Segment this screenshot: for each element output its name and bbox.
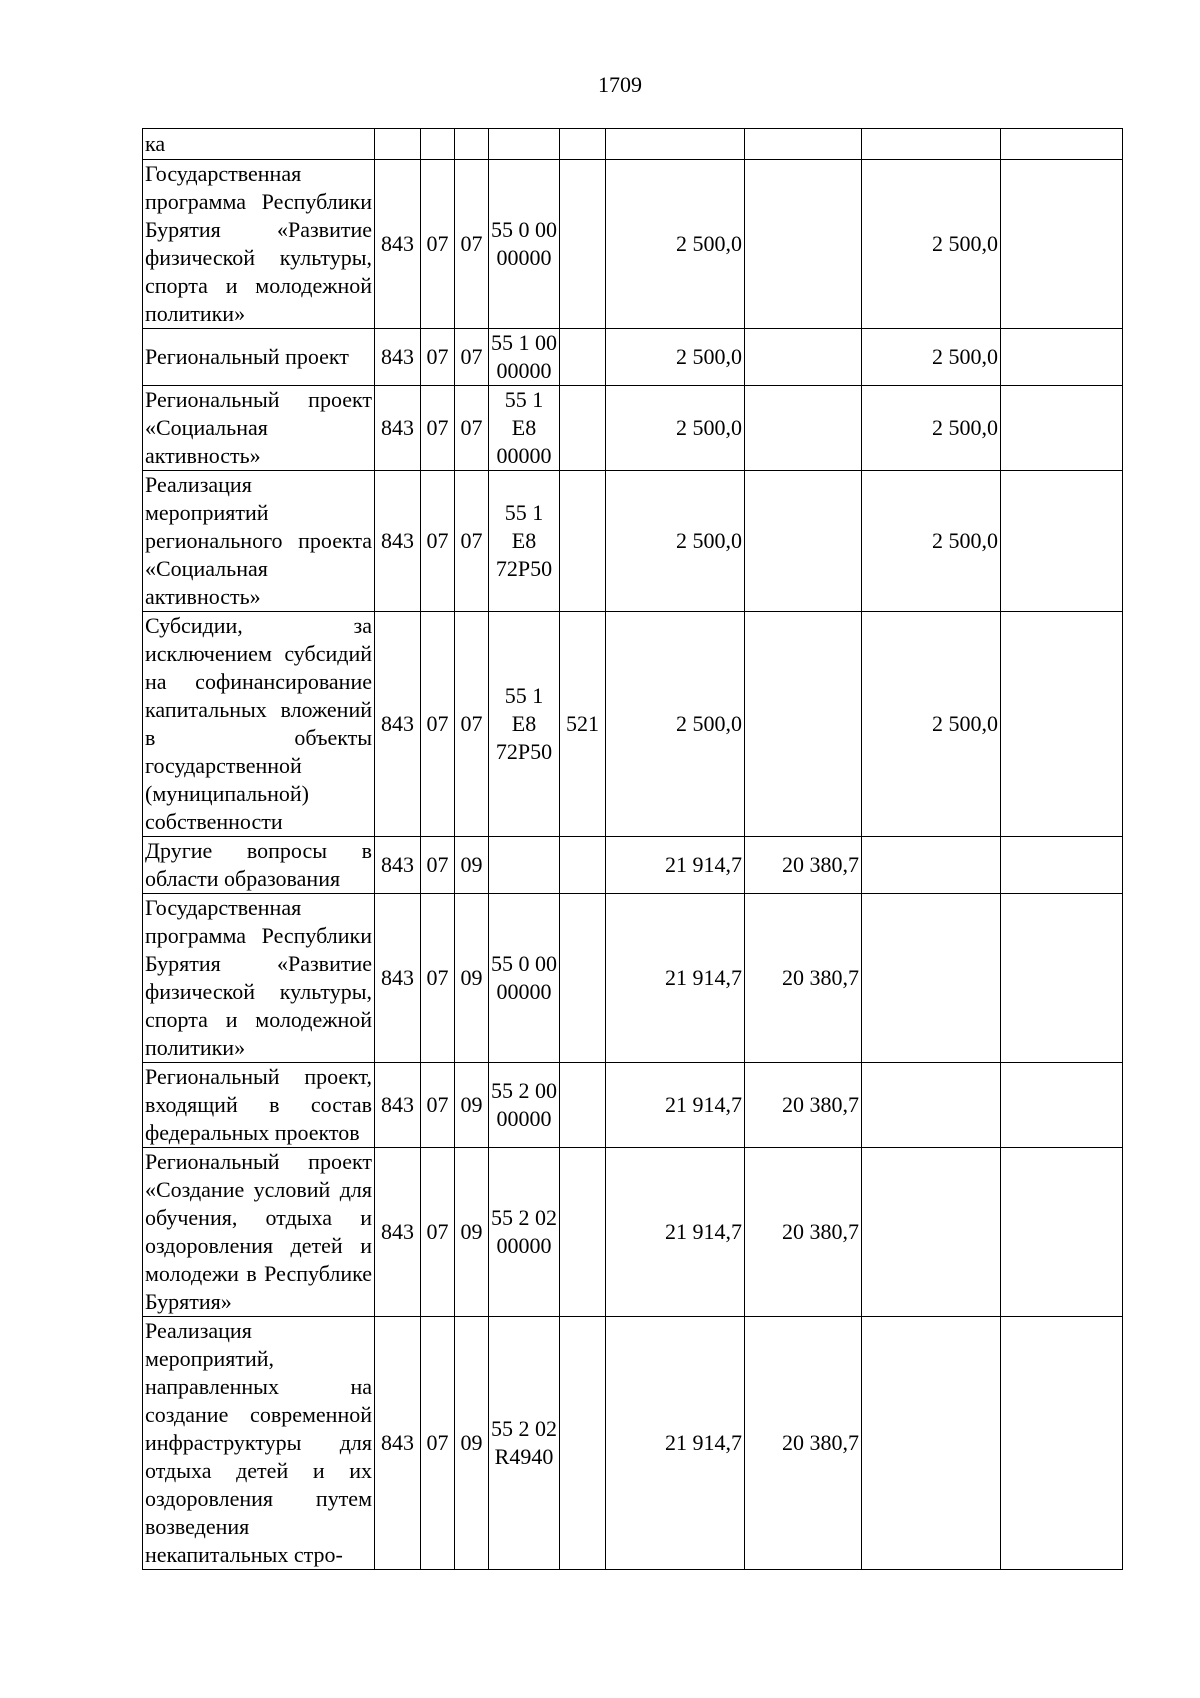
cell-s1: 2 500,0 — [606, 471, 745, 612]
cell-s1: 21 914,7 — [606, 1317, 745, 1570]
cell-csr: 55 0 00 00000 — [489, 894, 560, 1063]
cell-csr: 55 1 Е8 72Р50 — [489, 612, 560, 837]
cell-s3: 2 500,0 — [862, 160, 1001, 329]
cell-csr — [489, 129, 560, 160]
cell-name: Другие вопросы в области образования — [143, 837, 375, 894]
cell-s2: 20 380,7 — [745, 894, 862, 1063]
cell-name: Государственная программа Республики Бурятия «Развитие физической культуры, спорта и молодежной политики» — [143, 160, 375, 329]
cell-s4 — [1001, 894, 1123, 1063]
cell-name: Реализация мероприятий регионального проекта «Социальная активность» — [143, 471, 375, 612]
cell-rz: 07 — [421, 1317, 455, 1570]
cell-pr — [455, 129, 489, 160]
cell-vr — [560, 471, 606, 612]
cell-pr: 09 — [455, 1148, 489, 1317]
cell-pr: 07 — [455, 471, 489, 612]
cell-s3 — [862, 1063, 1001, 1148]
cell-s4 — [1001, 1063, 1123, 1148]
cell-rz: 07 — [421, 894, 455, 1063]
cell-grbs: 843 — [375, 471, 421, 612]
cell-pr: 09 — [455, 837, 489, 894]
cell-s4 — [1001, 837, 1123, 894]
cell-s3 — [862, 129, 1001, 160]
cell-s3 — [862, 837, 1001, 894]
cell-s2 — [745, 329, 862, 386]
cell-s1: 21 914,7 — [606, 894, 745, 1063]
cell-pr: 09 — [455, 894, 489, 1063]
cell-csr: 55 1 Е8 00000 — [489, 386, 560, 471]
cell-pr: 09 — [455, 1063, 489, 1148]
page-number: 1709 — [598, 72, 642, 97]
cell-csr: 55 2 02 R4940 — [489, 1317, 560, 1570]
cell-s4 — [1001, 160, 1123, 329]
cell-vr — [560, 1148, 606, 1317]
cell-s2: 20 380,7 — [745, 1063, 862, 1148]
table-row — [143, 1317, 1123, 1570]
cell-csr: 55 0 00 00000 — [489, 160, 560, 329]
cell-s4 — [1001, 612, 1123, 837]
cell-rz: 07 — [421, 329, 455, 386]
cell-s3: 2 500,0 — [862, 386, 1001, 471]
table-body — [143, 129, 1123, 1570]
cell-pr: 09 — [455, 1317, 489, 1570]
cell-grbs: 843 — [375, 612, 421, 837]
cell-rz: 07 — [421, 386, 455, 471]
cell-s2 — [745, 160, 862, 329]
cell-grbs: 843 — [375, 329, 421, 386]
cell-grbs: 843 — [375, 1317, 421, 1570]
cell-grbs: 843 — [375, 160, 421, 329]
cell-name: Реализация мероприятий, направленных на создание современной инфраструктуры для отдыха детей и их оздоровления путем возведения некапитальных стро- — [143, 1317, 375, 1570]
cell-s2: 20 380,7 — [745, 1317, 862, 1570]
cell-rz: 07 — [421, 1148, 455, 1317]
cell-s2 — [745, 386, 862, 471]
cell-s3 — [862, 1317, 1001, 1570]
cell-pr: 07 — [455, 386, 489, 471]
cell-rz: 07 — [421, 1063, 455, 1148]
cell-name: Региональный проект, входящий в состав федеральных проектов — [143, 1063, 375, 1148]
cell-rz: 07 — [421, 612, 455, 837]
cell-s3: 2 500,0 — [862, 612, 1001, 837]
cell-grbs: 843 — [375, 894, 421, 1063]
cell-s3: 2 500,0 — [862, 329, 1001, 386]
cell-vr — [560, 837, 606, 894]
cell-s1: 21 914,7 — [606, 1148, 745, 1317]
table-row — [143, 612, 1123, 837]
cell-vr — [560, 329, 606, 386]
cell-s1: 21 914,7 — [606, 837, 745, 894]
table-row — [143, 1148, 1123, 1317]
cell-s3 — [862, 1148, 1001, 1317]
cell-name: Региональный проект «Социальная активность» — [143, 386, 375, 471]
cell-csr: 55 1 Е8 72Р50 — [489, 471, 560, 612]
cell-csr: 55 2 02 00000 — [489, 1148, 560, 1317]
cell-s4 — [1001, 329, 1123, 386]
cell-s4 — [1001, 471, 1123, 612]
table-row — [143, 894, 1123, 1063]
table-row — [143, 129, 1123, 160]
table-row — [143, 1063, 1123, 1148]
cell-pr: 07 — [455, 612, 489, 837]
cell-vr — [560, 1317, 606, 1570]
cell-s1 — [606, 129, 745, 160]
cell-s2 — [745, 129, 862, 160]
cell-grbs: 843 — [375, 386, 421, 471]
cell-s4 — [1001, 386, 1123, 471]
cell-csr — [489, 837, 560, 894]
table-row — [143, 471, 1123, 612]
cell-s2: 20 380,7 — [745, 1148, 862, 1317]
cell-s2 — [745, 612, 862, 837]
cell-s4 — [1001, 1148, 1123, 1317]
cell-csr: 55 2 00 00000 — [489, 1063, 560, 1148]
cell-s1: 21 914,7 — [606, 1063, 745, 1148]
budget-table — [142, 128, 1123, 1570]
cell-s3 — [862, 894, 1001, 1063]
cell-s1: 2 500,0 — [606, 329, 745, 386]
cell-vr: 521 — [560, 612, 606, 837]
cell-vr — [560, 894, 606, 1063]
cell-s2 — [745, 471, 862, 612]
cell-s3: 2 500,0 — [862, 471, 1001, 612]
cell-rz: 07 — [421, 837, 455, 894]
cell-s1: 2 500,0 — [606, 386, 745, 471]
cell-csr: 55 1 00 00000 — [489, 329, 560, 386]
cell-pr: 07 — [455, 329, 489, 386]
cell-name: Государственная программа Республики Бурятия «Развитие физической культуры, спорта и молодежной политики» — [143, 894, 375, 1063]
cell-rz: 07 — [421, 160, 455, 329]
cell-vr — [560, 129, 606, 160]
cell-name: ка — [143, 129, 375, 160]
table-row — [143, 160, 1123, 329]
cell-name: Региональный проект «Создание условий для обучения, отдыха и оздоровления детей и молодежи в Республике Бурятия» — [143, 1148, 375, 1317]
cell-vr — [560, 160, 606, 329]
cell-rz: 07 — [421, 471, 455, 612]
cell-grbs — [375, 129, 421, 160]
cell-name: Субсидии, за исключением субсидий на софинансирование капитальных вложений в объекты государственной (муниципальной) собственности — [143, 612, 375, 837]
cell-vr — [560, 1063, 606, 1148]
cell-s1: 2 500,0 — [606, 612, 745, 837]
table-row — [143, 837, 1123, 894]
cell-s4 — [1001, 129, 1123, 160]
table-row — [143, 386, 1123, 471]
table-row — [143, 329, 1123, 386]
cell-rz — [421, 129, 455, 160]
cell-pr: 07 — [455, 160, 489, 329]
cell-grbs: 843 — [375, 837, 421, 894]
cell-s4 — [1001, 1317, 1123, 1570]
cell-s1: 2 500,0 — [606, 160, 745, 329]
cell-grbs: 843 — [375, 1063, 421, 1148]
cell-grbs: 843 — [375, 1148, 421, 1317]
cell-s2: 20 380,7 — [745, 837, 862, 894]
cell-name: Региональный проект — [143, 329, 375, 386]
cell-vr — [560, 386, 606, 471]
